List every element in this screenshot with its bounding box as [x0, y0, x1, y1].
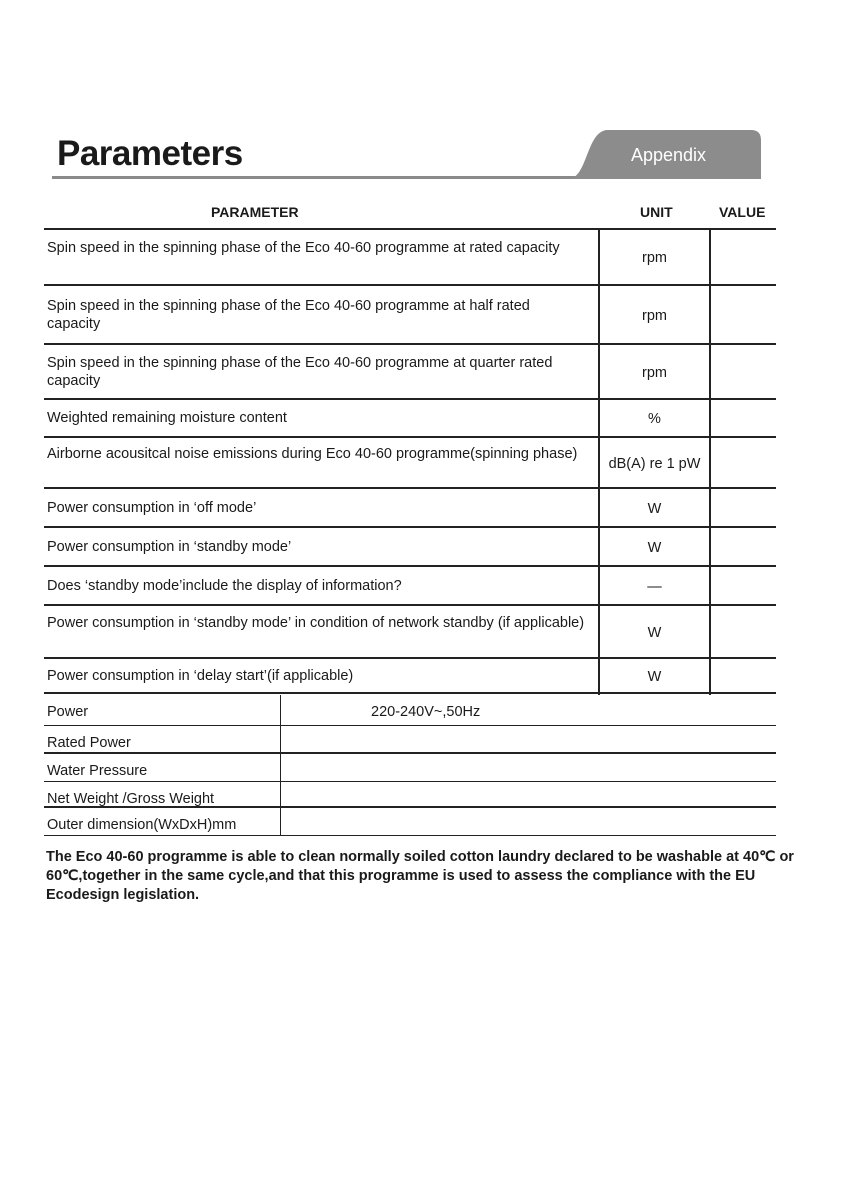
table-row: [44, 286, 776, 345]
unit-text: rpm: [642, 307, 667, 324]
parameter-text: Does ‘standby mode’include the display of information?: [47, 577, 402, 594]
unit-text: rpm: [642, 249, 667, 266]
table-row: [44, 489, 776, 528]
parameter-text: Spin speed in the spinning phase of the Eco 40-60 programme at quarter rated capacity: [47, 354, 553, 389]
spec-label: Water Pressure: [47, 763, 148, 779]
table-row: [44, 438, 776, 489]
spec-label: Power: [47, 704, 89, 720]
eco-note: The Eco 40-60 programme is able to clean normally soiled cotton laundry declared to be washable at 40℃ or 60℃,together in the same cycle,and that this programme is used to assess the compliance with the EU Ecodesign legislation.: [46, 849, 794, 903]
col-parameter: PARAMETER: [211, 204, 299, 220]
col-unit: UNIT: [640, 204, 673, 220]
parameter-text: Power consumption in ‘off mode’: [47, 499, 257, 516]
col-value: VALUE: [719, 204, 766, 220]
parameter-text: Weighted remaining moisture content: [47, 410, 287, 426]
spec-row: [44, 808, 776, 836]
parameter-text: Airborne acousitcal noise emissions during Eco 40-60 programme(spinning phase): [47, 445, 578, 462]
table-row: [44, 606, 776, 659]
unit-text: rpm: [642, 364, 667, 381]
spec-label: Rated Power: [47, 735, 131, 751]
unit-text: W: [647, 539, 662, 556]
unit-text: W: [647, 668, 662, 685]
parameter-text: Power consumption in ‘standby mode’: [47, 538, 292, 555]
appendix-tab: [568, 130, 761, 179]
unit-text: —: [647, 578, 662, 595]
spec-row: [44, 782, 776, 808]
table-row: [44, 229, 776, 286]
spec-row: [44, 695, 776, 726]
divider: [280, 695, 281, 836]
page-title: Parameters: [57, 134, 243, 173]
parameter-text: Spin speed in the spinning phase of the Eco 40-60 programme at rated capacity: [47, 239, 560, 256]
parameter-text: Power consumption in ‘delay start’(if applicable): [47, 667, 354, 684]
table-row: [44, 400, 776, 438]
appendix-label: Appendix: [631, 145, 707, 165]
spec-row: [44, 726, 776, 754]
table-row: [44, 659, 776, 694]
unit-text: dB(A) re 1 pW: [608, 455, 701, 472]
unit-text: W: [647, 624, 662, 641]
parameter-text: Power consumption in ‘standby mode’ in condition of network standby (if applicable): [47, 614, 585, 631]
spec-value: 220-240V~,50Hz: [371, 704, 481, 720]
spec-label: Net Weight /Gross Weight: [47, 791, 215, 807]
spec-row: [44, 754, 776, 782]
parameter-text: Spin speed in the spinning phase of the Eco 40-60 programme at half rated capacity: [47, 297, 530, 332]
table-row: [44, 567, 776, 606]
spec-label: Outer dimension(WxDxH)mm: [47, 817, 237, 833]
unit-text: W: [647, 500, 662, 517]
table-row: [44, 345, 776, 400]
title-rule: [52, 176, 582, 179]
table-row: [44, 528, 776, 567]
unit-text: %: [648, 411, 661, 427]
